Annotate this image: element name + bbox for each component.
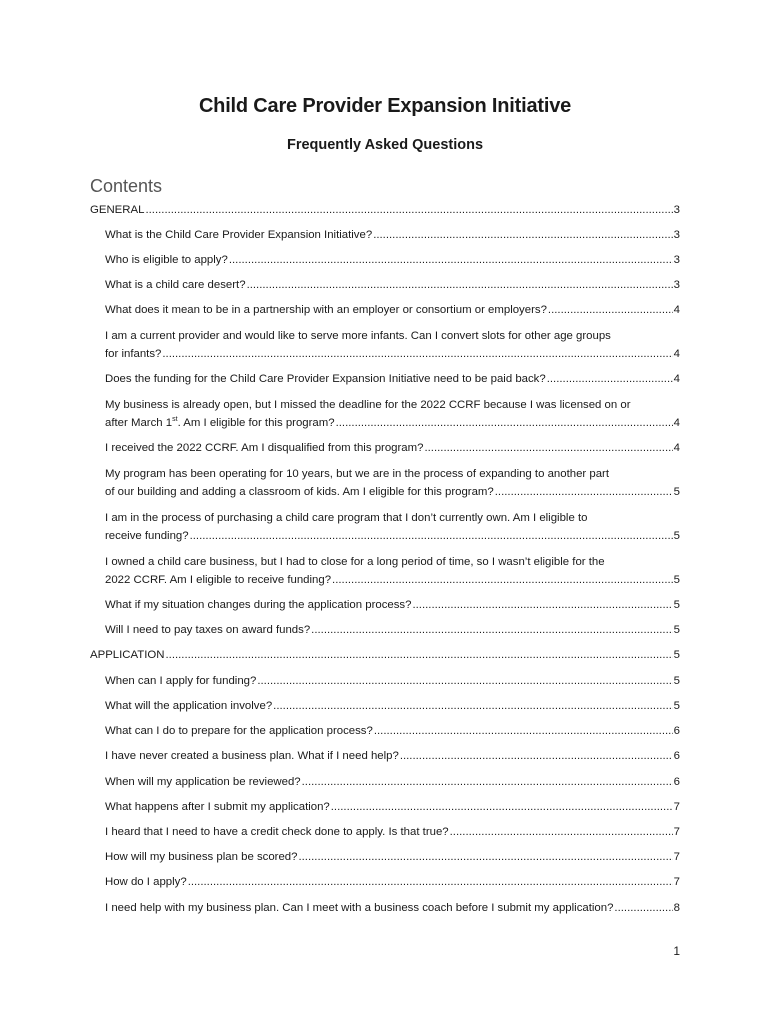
toc-entry-label: GENERAL [90, 204, 145, 216]
toc-page-number: 5 [673, 599, 680, 611]
toc-leader-dots [145, 201, 672, 219]
toc-entry-label: What happens after I submit my application? [105, 801, 330, 813]
toc-page-number: 6 [673, 725, 680, 737]
toc-entry-label: What can I do to prepare for the application process? [105, 725, 373, 737]
toc-page-number: 7 [673, 801, 680, 813]
toc-leader-dots [331, 798, 673, 816]
toc-entry[interactable] [105, 873, 680, 891]
toc-page-number: 5 [673, 675, 680, 687]
toc-page-number: 5 [673, 624, 680, 636]
toc-entry[interactable] [105, 621, 680, 639]
toc-entry[interactable] [105, 596, 680, 614]
toc-page-number: 6 [673, 750, 680, 762]
toc-entry-label: I have never created a business plan. What if I need help? [105, 750, 399, 762]
toc-entry[interactable] [105, 773, 680, 791]
toc-entry[interactable] [105, 823, 680, 841]
toc-entry-label-line2 [105, 414, 335, 432]
toc-entry[interactable] [105, 301, 680, 319]
toc-entry[interactable] [105, 509, 680, 545]
toc-entry-label-line2: for infants? [105, 348, 162, 360]
toc-leader-dots [614, 899, 672, 917]
toc-page-number: 4 [673, 417, 680, 429]
toc-entry[interactable] [105, 798, 680, 816]
toc-page-number: 7 [673, 876, 680, 888]
toc-leader-dots [547, 370, 673, 388]
toc-leader-dots [332, 571, 673, 589]
toc-entry[interactable] [105, 722, 680, 740]
toc-entry-label: I heard that I need to have a credit check done to apply. Is that true? [105, 826, 449, 838]
toc-entry[interactable] [105, 465, 680, 501]
document-subtitle: Frequently Asked Questions [286, 137, 484, 153]
toc-leader-dots [165, 646, 672, 664]
toc-entry[interactable] [105, 276, 680, 294]
toc-entry-label-line2: 2022 CCRF. Am I eligible to receive funding? [105, 574, 332, 586]
toc-entry-label: When will my application be reviewed? [105, 776, 301, 788]
toc-leader-dots [412, 596, 672, 614]
toc-entry-label: APPLICATION [90, 649, 165, 661]
toc-entry-label: What does it mean to be in a partnership with an employer or consortium or employers? [105, 304, 547, 316]
toc-entry[interactable] [105, 439, 680, 457]
toc-entry[interactable] [105, 226, 680, 244]
toc-entry-label: How will my business plan be scored? [105, 851, 298, 863]
toc-leader-dots [424, 439, 672, 457]
toc-page-number: 4 [673, 373, 680, 385]
toc-entry[interactable] [105, 747, 680, 765]
toc-page-number: 3 [673, 229, 680, 241]
toc-page-number: 7 [673, 851, 680, 863]
toc-entry-label: Who is eligible to apply? [105, 254, 228, 266]
toc-entry-label-line1: I owned a child care business, but I had to close for a long period of time, so I wasn’t eligible for the [105, 556, 605, 568]
toc-entry-label: How do I apply? [105, 876, 187, 888]
toc-entry[interactable] [105, 251, 680, 269]
toc-leader-dots [188, 873, 673, 891]
contents-heading: Contents [90, 176, 163, 196]
toc-entry-label-part: after March 1 [105, 417, 173, 429]
toc-entry-label: I need help with my business plan. Can I meet with a business coach before I submit my application? [105, 902, 614, 914]
toc-entry-label-line2: receive funding? [105, 530, 189, 542]
toc-leader-dots [273, 697, 673, 715]
toc-entry-label-line1: My business is already open, but I missed the deadline for the 2022 CCRF because I was licensed on or [105, 399, 631, 411]
ordinal-superscript: st [172, 416, 178, 424]
toc-leader-dots [450, 823, 673, 841]
toc-leader-dots [373, 226, 672, 244]
toc-leader-dots [374, 722, 673, 740]
toc-entry-label: What is the Child Care Provider Expansion Initiative? [105, 229, 373, 241]
toc-entry-label: What will the application involve? [105, 700, 273, 712]
toc-entry-label-line1: I am in the process of purchasing a child care program that I don’t currently own. Am I eligible to [105, 512, 588, 524]
toc-leader-dots [311, 621, 673, 639]
toc-page-number: 3 [673, 254, 680, 266]
toc-page-number: 5 [673, 700, 680, 712]
toc-entry[interactable] [105, 899, 680, 917]
toc-entry[interactable] [105, 848, 680, 866]
toc-entry-general[interactable] [90, 201, 680, 219]
toc-leader-dots [298, 848, 672, 866]
toc-page-number: 3 [673, 279, 680, 291]
toc-entry[interactable] [105, 697, 680, 715]
toc-entry-label: Does the funding for the Child Care Provider Expansion Initiative need to be paid back? [105, 373, 546, 385]
toc-entry-label: When can I apply for funding? [105, 675, 257, 687]
toc-page-number: 4 [673, 348, 680, 360]
toc-page-number: 4 [673, 442, 680, 454]
toc-entry[interactable] [105, 327, 680, 363]
toc-entry-label: What is a child care desert? [105, 279, 246, 291]
toc-page-number: 5 [673, 574, 680, 586]
document-title: Child Care Provider Expansion Initiative [198, 95, 572, 117]
toc-leader-dots [190, 527, 673, 545]
toc-page-number: 8 [673, 902, 680, 914]
toc-page-number: 4 [673, 304, 680, 316]
toc-leader-dots [548, 301, 673, 319]
toc-entry-label: What if my situation changes during the application process? [105, 599, 412, 611]
toc-leader-dots [495, 483, 673, 501]
toc-entry[interactable] [105, 672, 680, 690]
toc-entry[interactable] [105, 553, 680, 589]
toc-page-number: 6 [673, 776, 680, 788]
toc-page-number: 5 [673, 486, 680, 498]
toc-page-number: 7 [673, 826, 680, 838]
toc-entry-label: Will I need to pay taxes on award funds? [105, 624, 311, 636]
toc-entry-label-line1: I am a current provider and would like to serve more infants. Can I convert slots for other age groups [105, 330, 611, 342]
toc-entry[interactable] [105, 370, 680, 388]
toc-leader-dots [162, 345, 672, 363]
toc-entry-label-line1: My program has been operating for 10 years, but we are in the process of expanding to another part [105, 468, 610, 480]
toc-page-number: 5 [673, 530, 680, 542]
toc-entry[interactable] [105, 396, 680, 432]
toc-entry-label-part: . Am I eligible for this program? [177, 417, 335, 429]
toc-leader-dots [336, 414, 673, 432]
page-number: 1 [673, 944, 680, 958]
toc-entry-application[interactable] [90, 646, 680, 664]
toc-entry-label: I received the 2022 CCRF. Am I disqualified from this program? [105, 442, 424, 454]
toc-leader-dots [247, 276, 673, 294]
toc-page-number: 3 [673, 204, 680, 216]
toc-leader-dots [257, 672, 672, 690]
toc-page-number: 5 [673, 649, 680, 661]
toc-leader-dots [400, 747, 673, 765]
toc-leader-dots [229, 251, 673, 269]
toc-entry-label-line2: of our building and adding a classroom of kids. Am I eligible for this program? [105, 486, 494, 498]
toc-leader-dots [302, 773, 673, 791]
